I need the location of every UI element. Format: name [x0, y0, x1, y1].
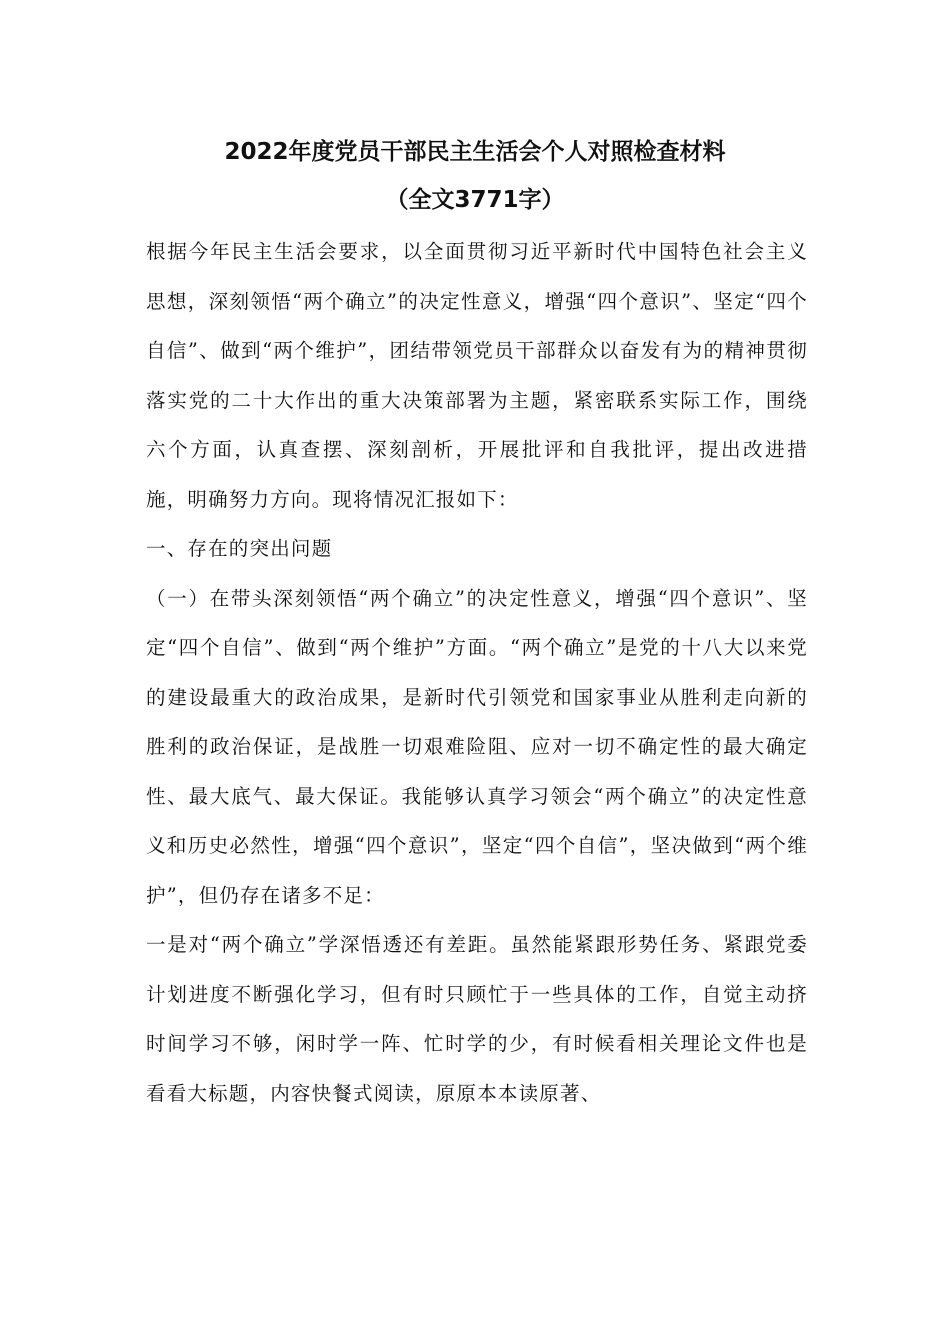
- document-title: 2022年度党员干部民主生活会个人对照检查材料: [224, 139, 726, 165]
- section-heading: 一、存在的突出问题: [146, 537, 333, 560]
- section-1-paragraph: （一）在带头深刻领悟“两个确立”的决定性意义，增强“四个意识”、坚定“四个自信”、做到“两个维护”方面。“两个确立”是党的十八大以来党的建设最重大的政治成果，是新时代引领党和国家事业从胜利走向新的胜利的政治保证，是战胜一切艰难险阻、应对一切不确定性的最大确定性、最大底气、最大保证。我能够认真学习领会“两个确立”的决定性意义和历史必然性，增强“四个意识”，坚定“四个自信”，坚决做到“两个维护”，但仍存在诸多不足：: [146, 586, 808, 907]
- document-body: [146, 227, 808, 1118]
- point-1-paragraph: 一是对“两个确立”学深悟透还有差距。虽然能紧跟形势任务、紧跟党委计划进度不断强化学习，但有时只顾忙于一些具体的工作，自觉主动挤时间学习不够，闲时学一阵、忙时学的少，有时候看相关理论文件也是看看大标题，内容快餐式阅读，原原本本读原著、: [146, 933, 808, 1105]
- document-subtitle: （全文3771字）: [385, 187, 565, 213]
- intro-paragraph: 根据今年民主生活会要求，以全面贯彻习近平新时代中国特色社会主义思想，深刻领悟“两个确立”的决定性意义，增强“四个意识”、坚定“四个自信”、做到“两个维护”，团结带领党员干部群众以奋发有为的精神贯彻落实党的二十大作出的重大决策部署为主题，紧密联系实际工作，围绕六个方面，认真查摆、深刻剖析，开展批评和自我批评，提出改进措施，明确努力方向。现将情况汇报如下：: [146, 240, 808, 511]
